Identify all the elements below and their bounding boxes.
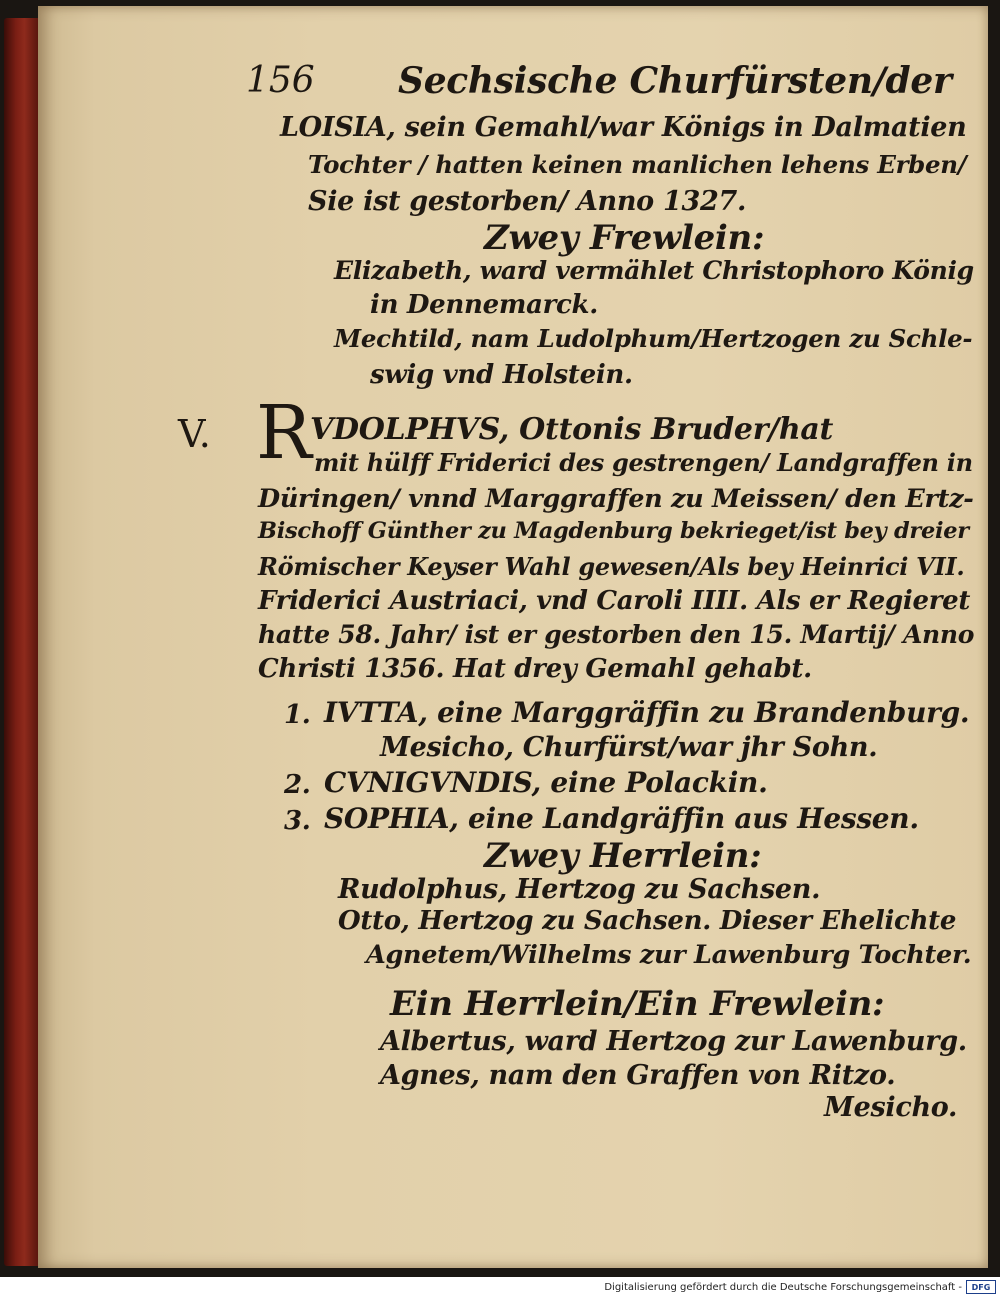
section-numeral: V. [178,412,211,456]
book-spine [4,18,38,1266]
son-line-2: Otto, Hertzog zu Sachsen. Dieser Ehelichte [338,906,957,936]
section-line-2: mit hülff Friderici des gestrengen/ Landgraffen in [314,448,973,477]
son-line-1: Rudolphus, Hertzog zu Sachsen. [338,874,821,905]
wife-1-text: IVTTA, eine Marggräffin zu Brandenburg. [324,696,970,729]
section-line-7: hatte 58. Jahr/ ist er gestorben den 15. Martij/ Anno [258,620,975,649]
section-line-3: Düringen/ vnnd Marggraffen zu Meissen/ den Ertz- [258,484,974,514]
heading-zwey-frewlein: Zwey Frewlein: [484,218,765,258]
daughter-1-line-1: Elizabeth, ward vermählet Christophoro König [334,256,974,285]
wife-2-number: 2. [284,770,311,800]
drop-initial: R [256,390,312,476]
son-line-3: Agnetem/Wilhelms zur Lawenburg Tochter. [366,940,972,970]
section-line-6: Friderici Austriaci, vnd Caroli IIII. Als er Regieret [258,586,971,616]
wife-3-number: 3. [284,806,311,836]
dfg-logo-icon: DFG [966,1280,996,1294]
wife-3-text: SOPHIA, eine Landgräffin aus Hessen. [324,802,919,835]
child-line-2: Agnes, nam den Graffen von Ritzo. [380,1060,896,1091]
daughter-1-line-2: in Dennemarck. [370,290,599,320]
catchword: Mesicho. [824,1092,958,1123]
page-number: 156 [246,60,315,101]
section-line-8: Christi 1356. Hat drey Gemahl gehabt. [258,654,812,684]
heading-ein-herrlein: Ein Herrlein/Ein Frewlein: [390,984,885,1024]
footer-credit: Digitalisierung gefördert durch die Deutsche Forschungsgemeinschaft - [604,1281,962,1293]
daughter-2-line-1: Mechtild, nam Ludolphum/Hertzogen zu Schle- [334,324,973,353]
loisia-line-1: LOISIA, sein Gemahl/war Königs in Dalmatien [280,112,967,143]
section-line-1: VDOLPHVS, Ottonis Bruder/hat [310,412,834,447]
footer [604,1280,996,1294]
section-line-4: Bischoff Günther zu Magdenburg bekrieget/ist bey dreier [258,518,969,544]
wife-1-number: 1. [284,700,311,730]
wife-1-note: Mesicho, Churfürst/war jhr Sohn. [380,732,878,763]
daughter-2-line-2: swig vnd Holstein. [370,360,633,390]
section-line-5: Römischer Keyser Wahl gewesen/Als bey Heinrici VII. [258,552,965,581]
loisia-line-2: Tochter / hatten keinen manlichen lehens Erben/ [308,150,967,179]
child-line-1: Albertus, ward Hertzog zur Lawenburg. [380,1026,967,1057]
wife-2-text: CVNIGVNDIS, eine Polackin. [324,766,768,799]
heading-zwey-herrlein: Zwey Herrlein: [484,836,762,876]
loisia-line-3: Sie ist gestorben/ Anno 1327. [308,186,747,217]
running-title: Sechsische Churfürsten/der [398,60,952,102]
